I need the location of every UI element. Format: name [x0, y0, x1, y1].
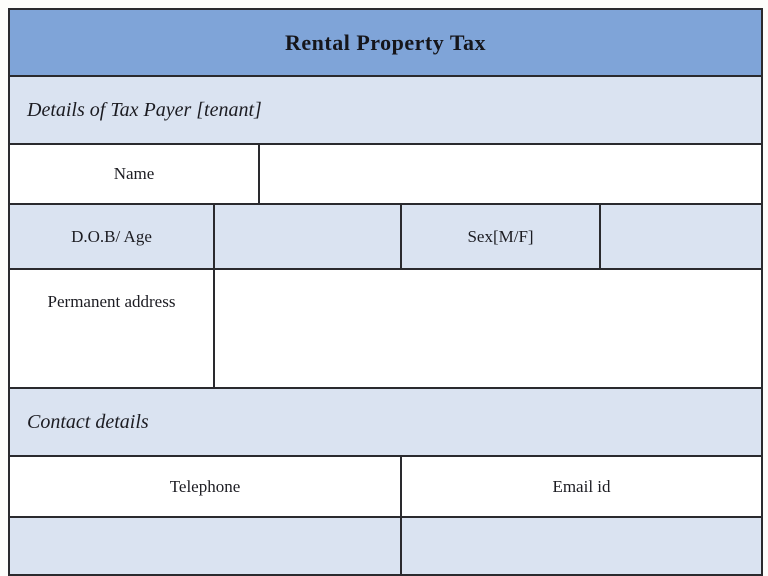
section-taxpayer-details: [10, 77, 761, 145]
email-id-input-cell[interactable]: [402, 518, 761, 574]
dob-age-label-cell: [10, 205, 215, 268]
telephone-label: Telephone: [169, 476, 241, 496]
section-contact-details-label: Contact details: [27, 410, 149, 433]
email-id-label-cell: [402, 457, 761, 516]
telephone-email-input-row: [10, 518, 761, 574]
name-row: [10, 145, 761, 205]
section-contact-details: [10, 389, 761, 457]
telephone-input-cell[interactable]: [10, 518, 402, 574]
name-label: Name: [113, 164, 155, 183]
dob-age-input-cell[interactable]: [215, 205, 402, 268]
name-label-cell: [10, 145, 260, 203]
telephone-label-cell: [10, 457, 402, 516]
permanent-address-label: Permanent address: [47, 292, 176, 311]
section-taxpayer-details-label: Details of Tax Payer [tenant]: [27, 98, 262, 121]
form-title: Rental Property Tax: [285, 29, 486, 55]
permanent-address-input-cell[interactable]: [215, 270, 761, 387]
dob-sex-row: [10, 205, 761, 270]
sex-input-cell[interactable]: [601, 205, 761, 268]
form-title-bar: [10, 10, 761, 77]
email-id-label: Email id: [552, 476, 611, 496]
name-input-cell[interactable]: [260, 145, 761, 203]
sex-label-cell: [402, 205, 601, 268]
permanent-address-row: [10, 270, 761, 389]
sex-label: Sex[M/F]: [467, 226, 534, 246]
rental-property-tax-form: [8, 8, 763, 576]
permanent-address-label-cell: [10, 270, 215, 387]
dob-age-label: D.O.B/ Age: [71, 226, 152, 246]
telephone-email-label-row: [10, 457, 761, 518]
